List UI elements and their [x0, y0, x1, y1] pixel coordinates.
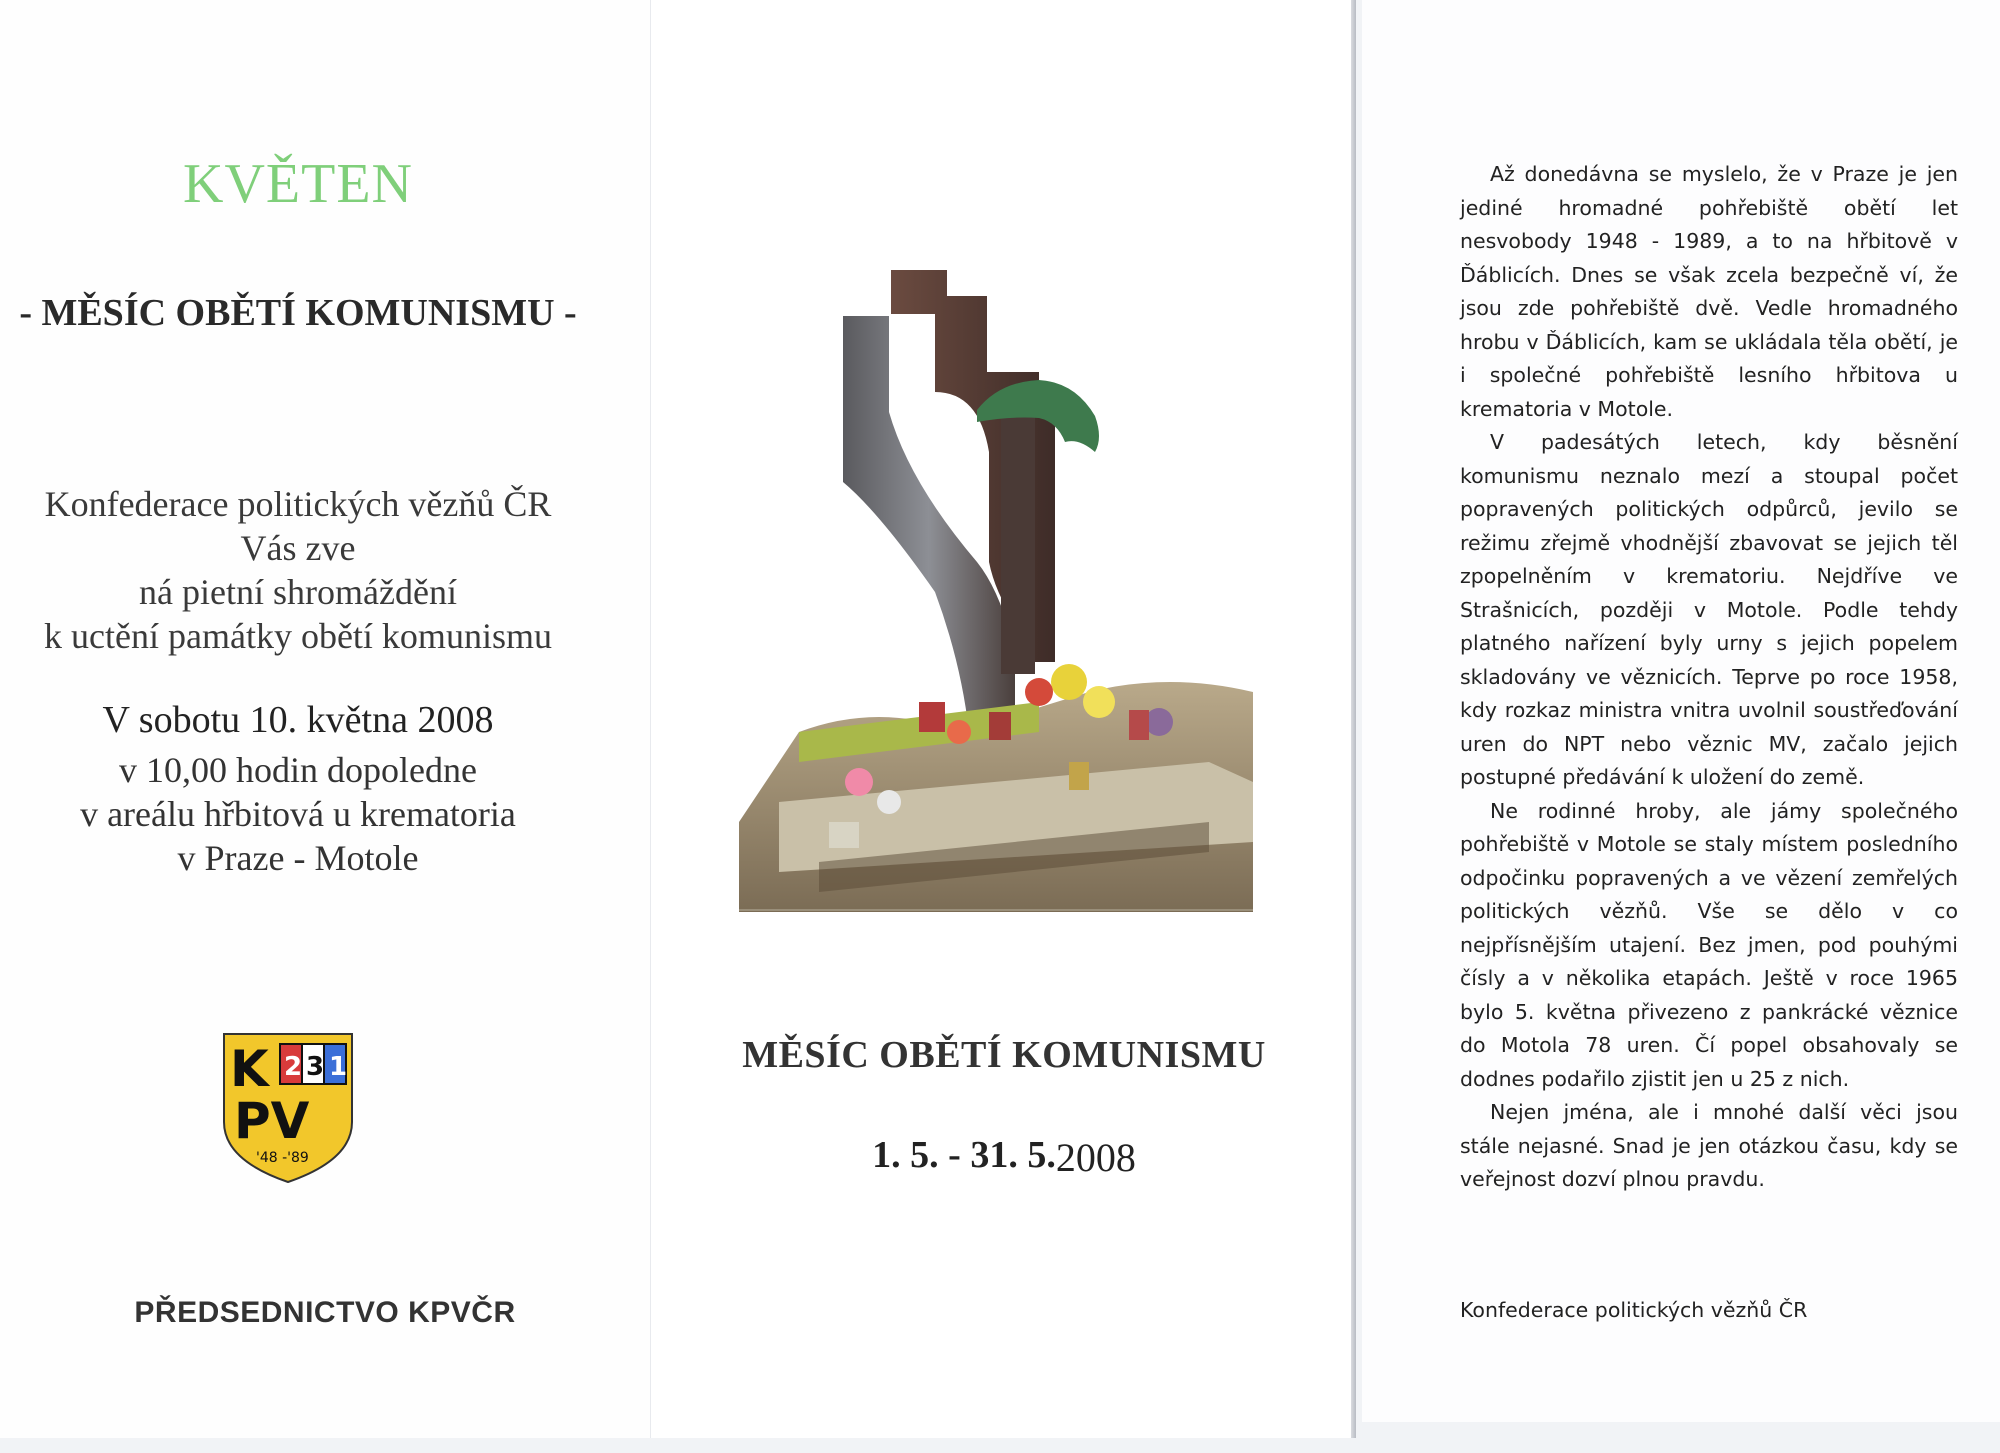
logo-number: 1	[329, 1052, 348, 1082]
event-date: V sobotu 10. května 2008	[102, 699, 494, 741]
event-detail: v Praze - Motole	[177, 838, 419, 878]
logo-letters-pv: PV	[234, 1092, 310, 1150]
campaign-dates	[651, 1130, 1357, 1180]
invitation-line: ná pietní shromáždění	[139, 572, 457, 612]
presidium-footer: PŘEDSEDNICTVO KPVČR	[134, 1296, 516, 1329]
left-panel	[0, 0, 650, 1438]
month-title: KVĚTEN	[183, 153, 413, 215]
invitation-line: Konfederace politických vězňů ČR	[44, 484, 552, 524]
page-fold	[1351, 0, 1356, 1438]
kpv-logo	[220, 1030, 356, 1186]
right-panel	[1362, 0, 2000, 1422]
middle-panel	[650, 0, 1356, 1438]
paragraph: Až donedávna se myslelo, že v Praze je jen jediné hromadné pohřebiště obětí let nesvobody 1948 - 1989, a to na hřbitově v Ďáblicích. Dnes se však zcela bezpečně ví, že jsou zde pohřebiště dvě. Vedle hromadného hrobu v Ďáblicích, kam se ukládala těla obětí, je i společné pohřebiště lesního hřbitova u krematoria v Motole.	[1460, 162, 1958, 421]
subtitle: - MĚSÍC OBĚTÍ KOMUNISMU -	[19, 292, 577, 334]
event-detail: v areálu hřbitová u krematoria	[80, 794, 516, 834]
event-detail: v 10,00 hodin dopoledne	[119, 750, 477, 790]
logo-letter-k: K	[230, 1040, 269, 1098]
middle-title: MĚSÍC OBĚTÍ KOMUNISMU	[742, 1034, 1266, 1076]
history-text	[1460, 158, 1958, 1197]
logo-years: '48 -'89	[256, 1150, 309, 1166]
memorial-sculpture-image	[739, 262, 1253, 912]
signature: Konfederace politických vězňů ČR	[1460, 1298, 1808, 1322]
dates-range: 1. 5. - 31. 5.	[872, 1134, 1056, 1176]
paragraph: Nejen jména, ale i mnohé další věci jsou stále nejasné. Snad je jen otázkou času, kdy se veřejnost dozví plnou pravdu.	[1460, 1100, 1958, 1191]
paragraph: V padesátých letech, kdy běsnění komunismu neznalo mezí a stoupal počet popravených politických odpůrců, jevilo se režimu zřejmě vhodnější zbavovat se jejich těl zpopelněním v krematoriu. Nejdříve ve Strašnicích, později v Motole. Podle tehdy platného nařízení byly urny s jejich popelem skladovány ve věznicích. Teprve po roce 1958, kdy rozkaz ministra vnitra uvolnil soustřeďování uren do NPT nebo věznic MV, začalo jejich postupné předávání k uložení do země.	[1460, 430, 1958, 789]
invitation-line: k uctění památky obětí komunismu	[44, 616, 552, 656]
dates-year: 2008	[1055, 1135, 1136, 1180]
invitation-line: Vás zve	[240, 528, 356, 568]
logo-number: 2	[284, 1052, 303, 1082]
paragraph: Ne rodinné hroby, ale jámy společného pohřebiště v Motole se staly místem posledního odpočinku popravených a ve vězení zemřelých politických vězňů. Vše se dělo v co nejpřísnějším utajení. Bez jmen, pod pouhými čísly a v několika etapách. Ještě v roce 1965 bylo 5. května přivezeno z pankrácké věznice do Motola 78 uren. Čí popel obsahovaly se dodnes podařilo zjistit jen u 25 z nich.	[1460, 798, 1958, 1091]
logo-number: 3	[306, 1052, 325, 1082]
